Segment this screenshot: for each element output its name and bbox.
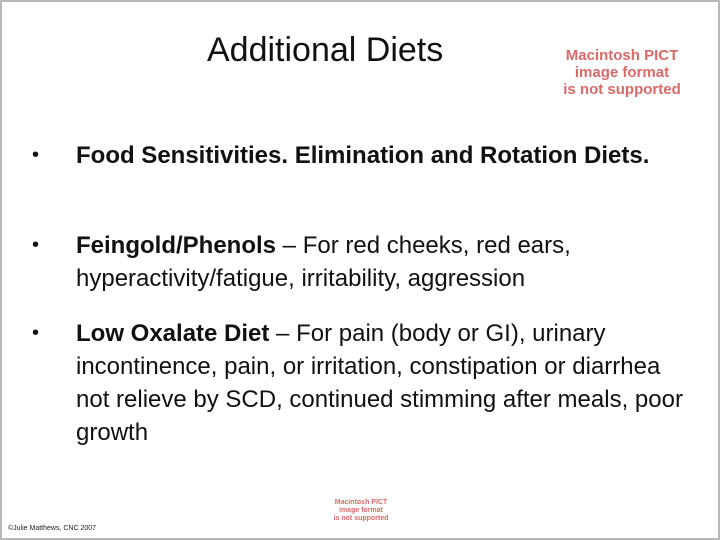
- bullet-marker: •: [32, 144, 40, 166]
- bullet-bold-text: Food Sensitivities. Elimination and Rotation Diets.: [76, 142, 650, 169]
- slide-title: Additional Diets: [207, 31, 444, 69]
- bullet-text: [76, 317, 686, 449]
- copyright-footer: ©Julie Matthews, CNC 2007: [8, 525, 97, 532]
- bullet-marker: •: [32, 234, 40, 256]
- placeholder-line: is not supported: [563, 81, 681, 98]
- unsupported-image-placeholder-bottom: [320, 499, 402, 523]
- unsupported-image-placeholder-top: [542, 47, 702, 98]
- bullet-text: [76, 139, 686, 172]
- placeholder-line: image format: [339, 507, 383, 514]
- bullet-rest-text: – For red cheeks, red ears, hyperactivity/fatigue, irritability, aggression: [76, 232, 571, 292]
- placeholder-line: is not supported: [333, 515, 389, 522]
- bullet-rest-text: – For pain (body or GI), urinary incontinence, pain, or irritation, constipation or diarrhea not relieve by SCD, continued stimming after meals, poor growth: [76, 320, 683, 446]
- bullet-text: [76, 229, 686, 295]
- placeholder-line: Macintosh PICT: [334, 499, 388, 506]
- bullet-bold-text: Low Oxalate Diet: [76, 320, 270, 347]
- bullet-marker: •: [32, 322, 40, 344]
- placeholder-line: Macintosh PICT: [565, 47, 679, 64]
- placeholder-line: image format: [574, 64, 670, 81]
- bullet-bold-text: Feingold/Phenols: [76, 232, 277, 259]
